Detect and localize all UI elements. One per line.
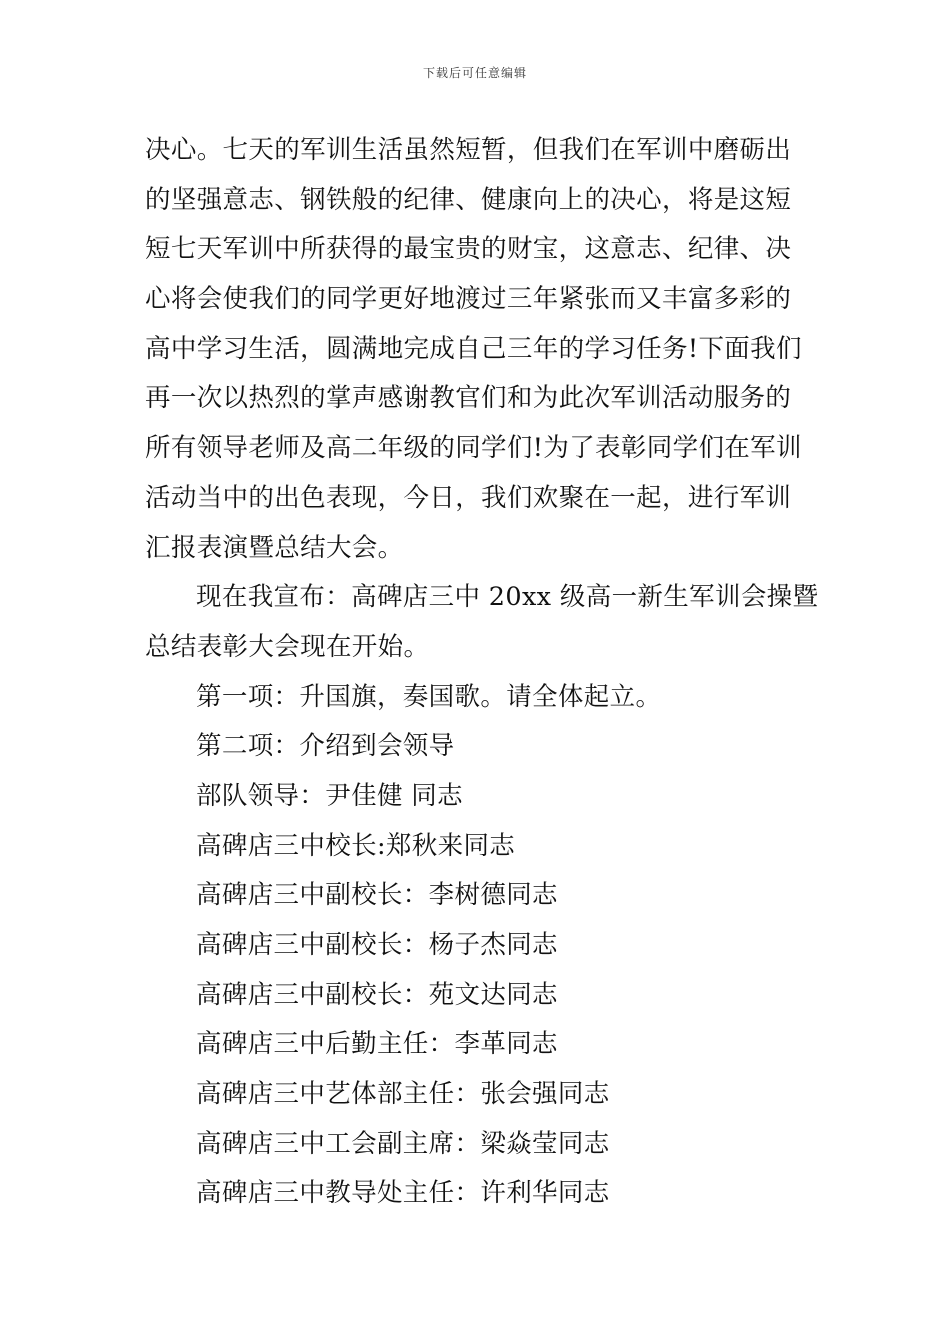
text-line: 现在我宣布：高碑店三中 20xx 级高一新生军训会操暨 [196,582,819,613]
text-line: 汇报表演暨总结大会。 [145,532,404,563]
page-header: 下载后可任意编辑 [422,66,527,80]
text-line: 高中学习生活，圆满地完成自己三年的学习任务!下面我们 [145,333,802,364]
leader-item: 高碑店三中副校长：苑文达同志 [196,979,558,1010]
text-line: 心将会使我们的同学更好地渡过三年紧张而又丰富多彩的 [145,284,792,315]
text-line: 的坚强意志、钢铁般的纪律、健康向上的决心，将是这短 [145,184,792,215]
text-line: 总结表彰大会现在开始。 [145,631,430,662]
leader-item: 部队领导：尹佳健 同志 [196,780,463,811]
leader-item: 高碑店三中工会副主席：梁焱莹同志 [196,1128,610,1159]
text-line: 再一次以热烈的掌声感谢教官们和为此次军训活动服务的 [145,383,792,414]
leader-item: 高碑店三中校长:郑秋来同志 [196,830,516,861]
leader-item: 高碑店三中副校长：杨子杰同志 [196,930,558,960]
leader-item: 高碑店三中副校长：李树德同志 [196,880,558,911]
text-line: 决心。七天的军训生活虽然短暂，但我们在军训中磨砺出 [145,135,792,165]
leader-item: 高碑店三中艺体部主任：张会强同志 [196,1079,610,1110]
leader-item: 高碑店三中教导处主任：许利华同志 [196,1178,610,1209]
paragraph-closing-remarks [145,126,810,573]
text-line: 活动当中的出色表现，今日，我们欢聚在一起，进行军训 [145,482,792,513]
agenda-item: 第二项：介绍到会领导 [196,731,455,762]
leader-item: 高碑店三中后勤主任：李革同志 [196,1029,558,1060]
paragraph-announcement [145,573,819,672]
agenda-list [145,673,810,1220]
text-line: 所有领导老师及高二年级的同学们!为了表彰同学们在军训 [145,433,802,464]
agenda-item: 第一项：升国旗，奏国歌。请全体起立。 [196,681,662,712]
text-line: 短七天军训中所获得的最宝贵的财宝，这意志、纪律、决 [145,234,792,265]
document-body [145,126,819,1219]
